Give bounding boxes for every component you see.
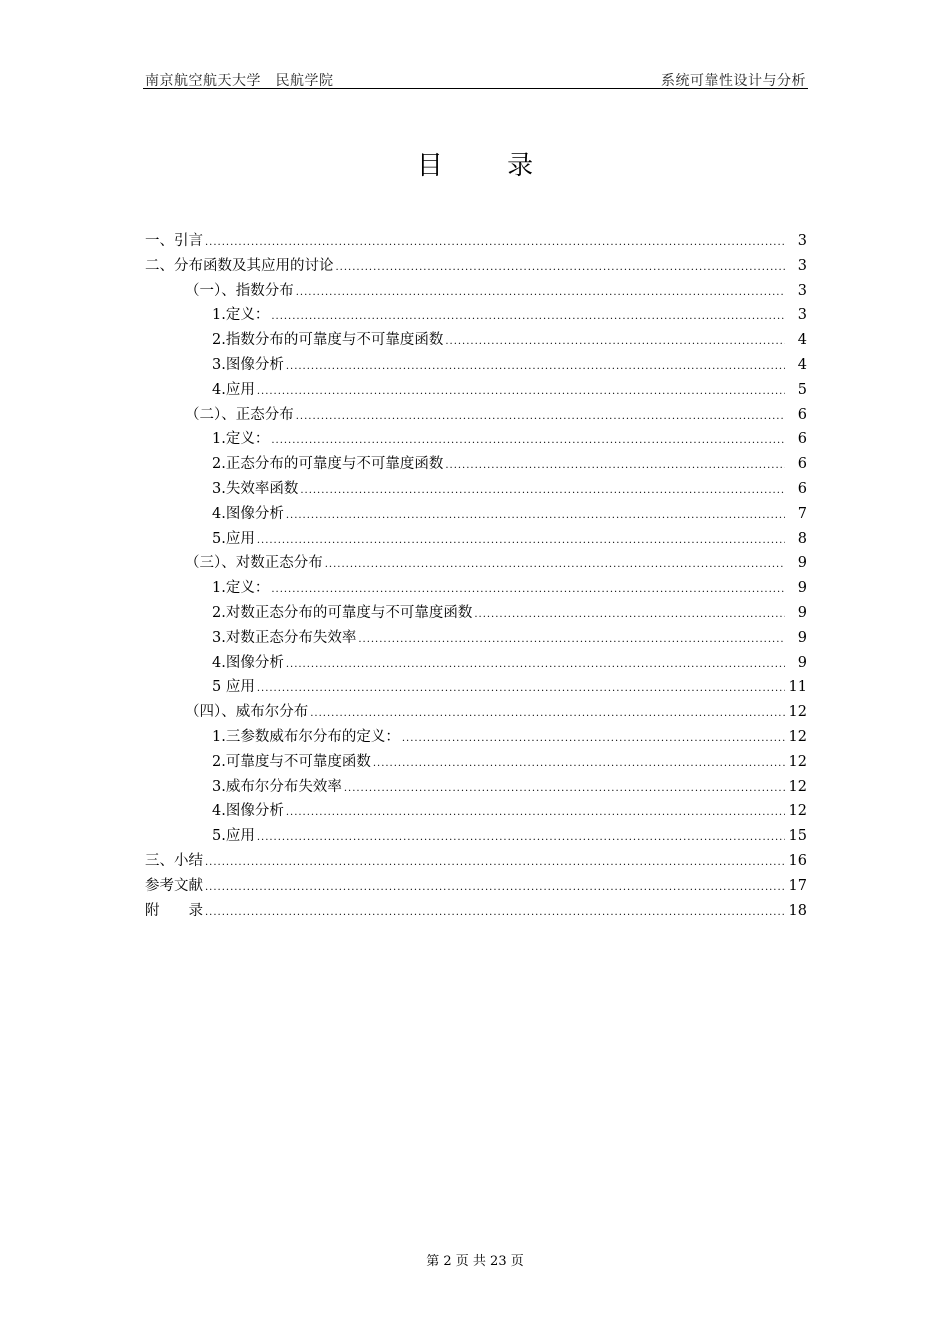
toc-leader-dots bbox=[271, 584, 785, 595]
page-footer: 第 2 页 共 23 页 bbox=[426, 1254, 524, 1269]
toc-entry-label: 3.对数正态分布失效率 bbox=[212, 629, 357, 646]
toc-entry-page: 5 bbox=[797, 381, 807, 398]
toc-entry[interactable] bbox=[145, 601, 807, 626]
toc-entry-label: 3.失效率函数 bbox=[212, 480, 299, 497]
toc-entry-label: 1.定义： bbox=[212, 431, 270, 448]
toc-entry[interactable] bbox=[145, 849, 807, 874]
table-of-contents bbox=[145, 229, 807, 923]
toc-entry-label: 5.应用 bbox=[212, 828, 255, 845]
toc-entry[interactable] bbox=[145, 378, 807, 403]
toc-entry-page: 12 bbox=[788, 778, 807, 795]
toc-entry-page: 4 bbox=[797, 356, 807, 373]
toc-entry-page: 11 bbox=[788, 679, 807, 696]
toc-entry-label: 3.图像分析 bbox=[212, 356, 284, 373]
toc-entry-label: 1.定义： bbox=[212, 580, 270, 597]
toc-leader-dots bbox=[310, 708, 785, 719]
toc-entry-page: 3 bbox=[797, 257, 807, 274]
toc-entry-label: 1.定义： bbox=[212, 307, 270, 324]
toc-entry-label: （一）、指数分布 bbox=[185, 282, 294, 299]
toc-entry[interactable] bbox=[145, 750, 807, 775]
toc-entry-page: 6 bbox=[797, 431, 807, 448]
toc-entry[interactable] bbox=[145, 303, 807, 328]
toc-entry-page: 6 bbox=[797, 406, 807, 423]
page-header bbox=[143, 70, 808, 89]
toc-entry-label: 参考文献 bbox=[145, 877, 203, 894]
toc-entry-label: 5 应用 bbox=[212, 679, 255, 696]
toc-leader-dots bbox=[271, 311, 785, 322]
toc-entry-label: 2.对数正态分布的可靠度与不可靠度函数 bbox=[212, 604, 473, 621]
toc-entry[interactable] bbox=[145, 427, 807, 452]
toc-entry-label: 3.威布尔分布失效率 bbox=[212, 778, 342, 795]
toc-entry[interactable] bbox=[145, 477, 807, 502]
toc-entry-page: 4 bbox=[797, 332, 807, 349]
toc-leader-dots bbox=[286, 361, 785, 372]
toc-leader-dots bbox=[325, 559, 785, 570]
toc-entry-page: 9 bbox=[797, 629, 807, 646]
toc-leader-dots bbox=[286, 659, 785, 670]
toc-entry[interactable] bbox=[145, 328, 807, 353]
toc-entry[interactable] bbox=[145, 254, 807, 279]
toc-entry[interactable] bbox=[145, 675, 807, 700]
toc-leader-dots bbox=[445, 336, 785, 347]
toc-leader-dots bbox=[296, 287, 785, 298]
toc-leader-dots bbox=[286, 807, 785, 818]
toc-entry-page: 9 bbox=[797, 555, 807, 572]
toc-entry[interactable] bbox=[145, 551, 807, 576]
toc-entry-page: 6 bbox=[797, 456, 807, 473]
toc-entry-page: 17 bbox=[788, 877, 807, 894]
toc-entry-page: 12 bbox=[788, 803, 807, 820]
toc-entry-label: （四）、威布尔分布 bbox=[185, 704, 309, 721]
toc-leader-dots bbox=[373, 758, 785, 769]
toc-leader-dots bbox=[445, 460, 785, 471]
toc-entry[interactable] bbox=[145, 353, 807, 378]
toc-entry-page: 7 bbox=[797, 505, 807, 522]
toc-entry-page: 16 bbox=[788, 852, 807, 869]
toc-entry[interactable] bbox=[145, 700, 807, 725]
toc-leader-dots bbox=[344, 783, 785, 794]
toc-leader-dots bbox=[296, 411, 785, 422]
toc-leader-dots bbox=[286, 510, 785, 521]
toc-entry-page: 12 bbox=[788, 753, 807, 770]
toc-entry-page: 9 bbox=[797, 604, 807, 621]
toc-entry-page: 12 bbox=[788, 704, 807, 721]
toc-leader-dots bbox=[271, 435, 785, 446]
toc-leader-dots bbox=[205, 857, 785, 868]
toc-leader-dots bbox=[205, 237, 785, 248]
toc-entry[interactable] bbox=[145, 899, 807, 924]
toc-leader-dots bbox=[474, 609, 785, 620]
toc-entry[interactable] bbox=[145, 229, 807, 254]
toc-leader-dots bbox=[257, 386, 785, 397]
toc-leader-dots bbox=[257, 832, 785, 843]
toc-entry[interactable] bbox=[145, 824, 807, 849]
header-course: 系统可靠性设计与分析 bbox=[661, 73, 806, 89]
toc-entry-label: 三、小结 bbox=[145, 852, 203, 869]
toc-entry-label: 2.可靠度与不可靠度函数 bbox=[212, 753, 371, 770]
toc-leader-dots bbox=[300, 485, 785, 496]
toc-leader-dots bbox=[205, 882, 785, 893]
toc-entry-page: 12 bbox=[788, 728, 807, 745]
toc-entry[interactable] bbox=[145, 725, 807, 750]
toc-entry-page: 6 bbox=[797, 480, 807, 497]
toc-entry-label: 4.图像分析 bbox=[212, 505, 284, 522]
toc-leader-dots bbox=[358, 634, 785, 645]
toc-entry[interactable] bbox=[145, 452, 807, 477]
toc-entry-label: 4.图像分析 bbox=[212, 803, 284, 820]
toc-entry-label: 1.三参数威布尔分布的定义： bbox=[212, 728, 400, 745]
toc-entry[interactable] bbox=[145, 874, 807, 899]
toc-entry[interactable] bbox=[145, 279, 807, 304]
toc-entry[interactable] bbox=[145, 626, 807, 651]
toc-entry-page: 9 bbox=[797, 654, 807, 671]
toc-entry-label: 4.图像分析 bbox=[212, 654, 284, 671]
toc-entry-page: 3 bbox=[797, 282, 807, 299]
toc-entry-page: 18 bbox=[788, 902, 807, 919]
toc-entry-label: 2.指数分布的可靠度与不可靠度函数 bbox=[212, 332, 444, 349]
toc-entry-label: 5.应用 bbox=[212, 530, 255, 547]
toc-entry-page: 15 bbox=[788, 828, 807, 845]
toc-entry-page: 3 bbox=[797, 307, 807, 324]
toc-entry-label: 附 录 bbox=[145, 902, 203, 919]
toc-leader-dots bbox=[205, 907, 785, 918]
toc-entry[interactable] bbox=[145, 651, 807, 676]
toc-entry-label: 二、分布函数及其应用的讨论 bbox=[145, 257, 334, 274]
toc-leader-dots bbox=[257, 683, 785, 694]
toc-entry-label: 一、引言 bbox=[145, 233, 203, 249]
toc-entry[interactable] bbox=[145, 527, 807, 552]
toc-entry-label: （二）、正态分布 bbox=[185, 406, 294, 423]
toc-entry[interactable] bbox=[145, 502, 807, 527]
toc-entry-page: 3 bbox=[797, 233, 807, 249]
toc-entry[interactable] bbox=[145, 799, 807, 824]
header-school: 南京航空航天大学 民航学院 bbox=[145, 73, 334, 89]
toc-entry-page: 8 bbox=[797, 530, 807, 547]
toc-entry[interactable] bbox=[145, 403, 807, 428]
toc-entry-page: 9 bbox=[797, 580, 807, 597]
toc-entry-label: 4.应用 bbox=[212, 381, 255, 398]
toc-leader-dots bbox=[402, 733, 785, 744]
page-title: 目 录 bbox=[416, 151, 562, 181]
toc-leader-dots bbox=[257, 535, 785, 546]
toc-entry-label: （三）、对数正态分布 bbox=[185, 555, 323, 572]
toc-entry-label: 2.正态分布的可靠度与不可靠度函数 bbox=[212, 456, 444, 473]
toc-entry[interactable] bbox=[145, 775, 807, 800]
toc-leader-dots bbox=[336, 262, 786, 273]
toc-entry[interactable] bbox=[145, 576, 807, 601]
